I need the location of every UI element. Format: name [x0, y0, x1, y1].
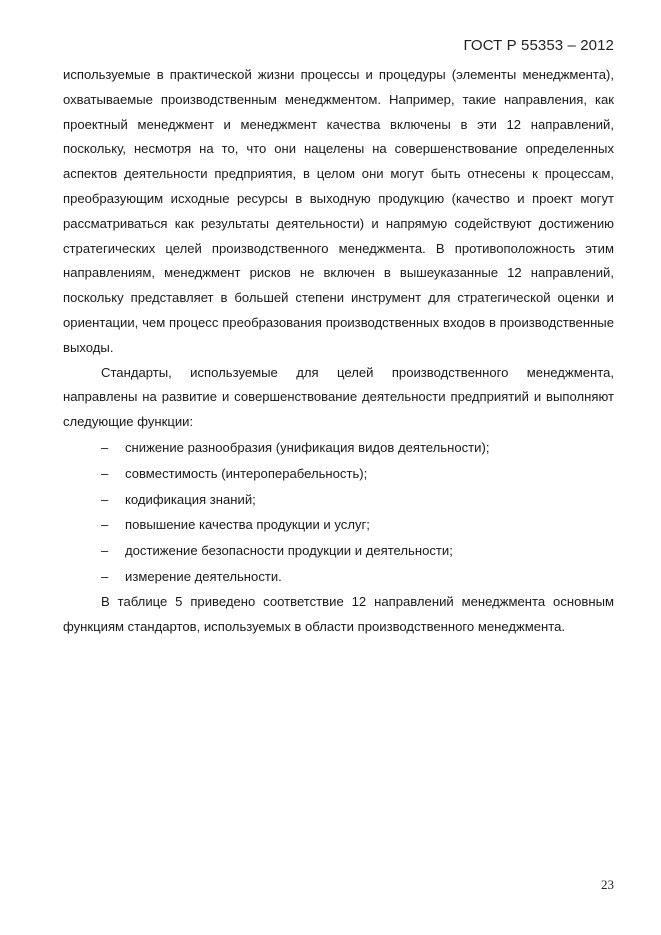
list-dash: – — [101, 568, 109, 584]
list-item-text: повышение качества продукции и услуг; — [125, 517, 370, 533]
page-number: 23 — [601, 877, 614, 892]
list-item — [63, 538, 614, 564]
page-body — [63, 63, 614, 639]
functions-list — [63, 435, 614, 590]
paragraph-continuation: используемые в практической жизни процессы и процедуры (элементы менеджмента), охватываемые производственным менеджментом. Например, такие направления, как проектный менеджмент и менеджмент качества включены в эти 12 направлений, поскольку, несмотря на то, что они нацелены на совершенствование определенных аспектов деятельности предприятия, в целом они могут быть отнесены к процессам, преобразующим исходные ресурсы в выходную продукцию (качество и проект могут рассматриваться как результаты деятельности) и напрямую содействуют достижению стратегических целей производственного менеджмента. В противоположность этим направлениям, менеджмент рисков не включен в вышеуказанные 12 направлений, поскольку представляет в большей степени инструмент для стратегической оценки и ориентации, чем процесс преобразования производственных входов в производственные выходы. — [63, 67, 614, 355]
list-item — [63, 435, 614, 461]
document-code-header: ГОСТ Р 55353 – 2012 — [463, 37, 614, 54]
paragraph-standards-functions-intro: Стандарты, используемые для целей производственного менеджмента, направлены на развитие и совершенствование деятельности предприятий и выполняют следующие функции: — [63, 364, 614, 430]
list-dash: – — [101, 465, 109, 481]
list-item — [63, 512, 614, 538]
list-dash: – — [101, 543, 109, 559]
list-dash: – — [101, 491, 109, 507]
list-item-text: кодификация знаний; — [125, 491, 256, 507]
paragraph-table-reference: В таблице 5 приведено соответствие 12 направлений менеджмента основным функциям стандартов, используемых в области производственного менеджмента. — [63, 593, 614, 634]
list-item-text: снижение разнообразия (унификация видов деятельности); — [125, 439, 490, 455]
list-item-text: совместимость (интероперабельность); — [125, 465, 368, 481]
list-item — [63, 487, 614, 513]
list-item-text: достижение безопасности продукции и деятельности; — [125, 543, 453, 559]
list-item — [63, 564, 614, 590]
list-item — [63, 461, 614, 487]
list-item-text: измерение деятельности. — [125, 568, 282, 584]
list-dash: – — [101, 439, 109, 455]
list-dash: – — [101, 517, 109, 533]
